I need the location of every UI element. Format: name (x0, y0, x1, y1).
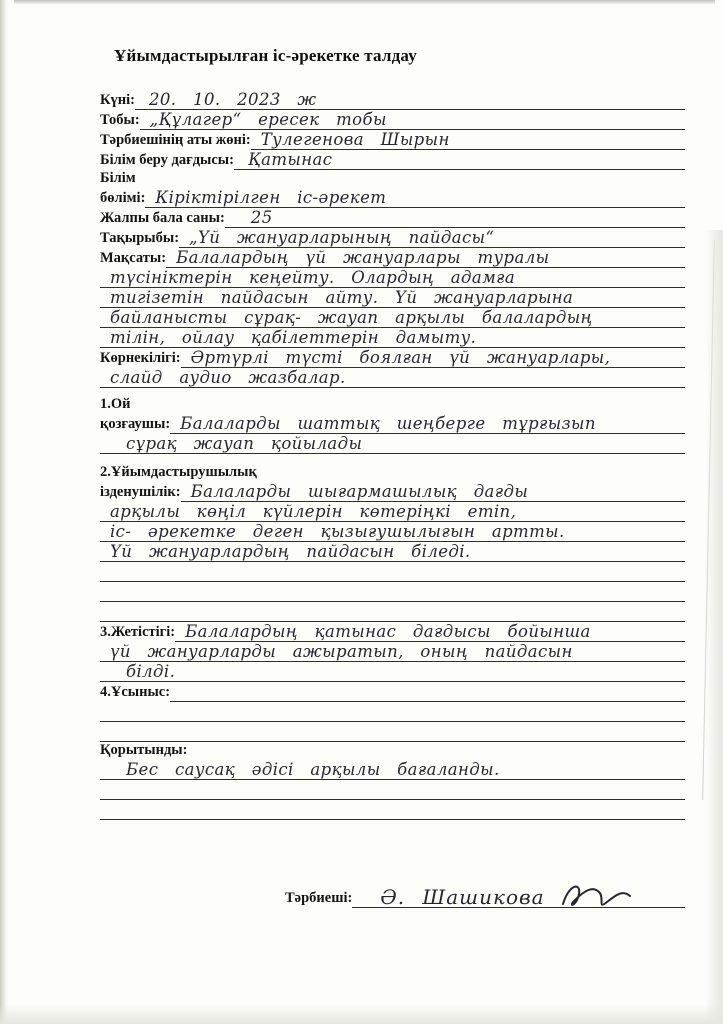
field-bilim-bolimi-value: Кіріктірілген іс-әрекет (155, 187, 387, 207)
field-takyryby (100, 228, 685, 248)
section-izden-line2 (100, 501, 685, 523)
field-zhalpy-line (225, 207, 685, 229)
form-title: Ұйымдастырылған іс-әрекетке талдау (114, 46, 417, 65)
section-izden-label1-row (100, 464, 685, 482)
field-teacher-name-value: Тулегенова Шырын (260, 129, 450, 149)
section-oi-value2: сұрақ жауап қойылады (126, 433, 363, 453)
field-maksaty-line1 (166, 247, 685, 269)
section-usynys (100, 682, 685, 702)
field-zhalpy-label: Жалпы бала саны: (100, 209, 225, 226)
section-zhetistigi-value1: Балалардың қатынас дағдысы бойынша (185, 621, 591, 641)
field-kuni-value: 20. 10. 2023 ж (148, 89, 317, 109)
section-izden-value3: іс- әрекетке деген қызығушылығын артты. (110, 521, 565, 541)
field-bilim-bolimi-line (145, 187, 685, 209)
scan-edge-right (705, 230, 723, 1024)
section-oi-value1: Балаларды шаттық шеңберге тұрғызып (180, 413, 596, 433)
field-maksaty-line5 (100, 327, 685, 349)
field-maksaty-value1: Балалардың үй жануарлары туралы (176, 247, 550, 267)
field-zhalpy (100, 208, 685, 228)
field-kuni-label: Күні: (100, 91, 135, 108)
field-maksaty-label: Мақсаты: (100, 249, 167, 266)
section-izden-cont (100, 502, 685, 522)
section-usynys-line (170, 700, 685, 702)
field-zhalpy-value: 25 (250, 207, 273, 227)
field-kornekiligi-line2 (100, 367, 685, 389)
field-maksaty (100, 248, 685, 268)
field-kornekiligi-label: Көрнекілігі: (100, 349, 181, 366)
scan-edge-top (14, 0, 715, 4)
field-teacher-name-line (251, 129, 685, 151)
section-korytyndy (100, 760, 685, 780)
field-maksaty-cont (100, 328, 685, 348)
section-oi-line2 (100, 433, 685, 455)
field-toby-value: „Құлагер“ ересек тобы (149, 109, 387, 129)
signature-line (352, 880, 685, 908)
field-maksaty-cont (100, 308, 685, 328)
field-bilim-bolimi-label1: Білім (100, 169, 136, 186)
field-maksaty-value2: түсініктерін кеңейту. Олардың адамға (110, 267, 516, 287)
section-izden-line4 (100, 541, 685, 563)
section-oi (100, 414, 685, 434)
section-oi-line1 (170, 413, 685, 435)
section-zhetistigi-label: 3.Жетістігі: (100, 623, 176, 640)
field-kornekiligi-line1 (181, 347, 685, 369)
field-teacher-name (100, 130, 685, 150)
section-zhetistigi-line2 (100, 641, 685, 663)
field-toby (100, 110, 685, 130)
field-bilim-bolimi (100, 188, 685, 208)
signature-name: Ә. Шашикова (380, 885, 545, 909)
field-toby-line (140, 109, 685, 131)
section-oi-label2: қозғаушы: (100, 415, 171, 432)
field-maksaty-line3 (100, 287, 685, 309)
section-izden-label2: ізденушілік: (100, 483, 181, 500)
section-korytyndy-value1: Бес саусақ әдісі арқылы бағаланды. (126, 759, 500, 779)
field-maksaty-value3: тигізетін пайдасын айту. Үй жануарларына (110, 287, 574, 307)
ruled-line-empty (100, 722, 685, 742)
section-zhetistigi-cont (100, 642, 685, 662)
ruled-line-empty (100, 582, 685, 602)
field-maksaty-cont (100, 268, 685, 288)
section-oi-label1-row (100, 396, 685, 414)
section-usynys-value (170, 700, 685, 701)
field-maksaty-cont (100, 288, 685, 308)
section-zhetistigi-value2: үй жануарларды ажыратып, оның пайдасын (110, 641, 573, 661)
field-kuni (100, 90, 685, 110)
section-korytyndy-line1 (100, 759, 685, 781)
section-izden-value2: арқылы көңіл күйлерін көтеріңкі етіп, (110, 501, 517, 521)
section-usynys-label: 4.Ұсыныс: (100, 683, 171, 700)
field-kornekiligi (100, 348, 685, 368)
field-bilim-beru-label: Білім беру дағдысы: (100, 151, 234, 168)
signature-handwriting (352, 880, 685, 907)
form-content (100, 46, 685, 908)
section-izden-cont (100, 542, 685, 562)
field-takyryby-value: „Үй жануарларының пайдасы“ (189, 227, 495, 247)
section-izden-label1: 2.Ұйымдастырушылық (100, 463, 257, 480)
ruled-line-empty (100, 800, 685, 820)
section-zhetistigi-line1 (175, 621, 685, 643)
section-izden (100, 482, 685, 502)
signature-block (285, 878, 685, 908)
field-kornekiligi-value1: Әртүрлі түсті боялған үй жануарлары, (190, 347, 611, 367)
section-izden-value4: Үй жануарлардың пайдасын біледі. (110, 541, 471, 561)
field-maksaty-line2 (100, 267, 685, 289)
field-bilim-beru-line (234, 149, 685, 171)
field-maksaty-line4 (100, 307, 685, 329)
field-toby-label: Тобы: (100, 111, 140, 128)
section-zhetistigi (100, 622, 685, 642)
field-bilim-bolimi-label2: бөлімі: (100, 189, 146, 206)
field-kornekiligi-value2: слайд аудио жазбалар. (110, 367, 346, 387)
section-oi-cont (100, 434, 685, 454)
section-izden-line3 (100, 521, 685, 543)
ruled-line-empty (100, 562, 685, 582)
field-maksaty-value4: байланысты сұрақ- жауап арқылы балалардың (110, 307, 593, 327)
field-takyryby-label: Тақырыбы: (100, 229, 180, 246)
ruled-line-empty (100, 702, 685, 722)
field-bilim-bolimi-label1-row (100, 170, 685, 188)
section-oi-label1: 1.Ой (100, 395, 131, 412)
section-korytyndy-label-row (100, 742, 685, 760)
field-bilim-beru-value: Қатынас (247, 149, 333, 169)
field-takyryby-line (179, 227, 685, 249)
section-izden-cont (100, 522, 685, 542)
signature-flourish-icon (559, 880, 633, 913)
section-zhetistigi-cont (100, 662, 685, 682)
field-bilim-beru (100, 150, 685, 170)
signature-label: Тәрбиеші: (285, 889, 353, 906)
field-kornekiligi-cont (100, 368, 685, 388)
section-izden-line1 (181, 481, 685, 503)
field-teacher-name-label: Тәрбиешінің аты жөні: (100, 131, 251, 148)
section-zhetistigi-value3: білді. (126, 661, 176, 681)
ruled-line-empty (100, 780, 685, 800)
field-maksaty-value5: тілін, ойлау қабілеттерін дамыту. (110, 327, 477, 347)
section-izden-value1: Балаларды шығармашылық дағды (190, 481, 529, 501)
section-zhetistigi-line3 (100, 661, 685, 683)
scan-edge-left (0, 0, 9, 1024)
ruled-line-empty (100, 602, 685, 622)
section-korytyndy-label: Қорытынды: (100, 741, 188, 758)
scan-edge-bottom (0, 1004, 723, 1024)
field-kuni-line (135, 89, 685, 111)
